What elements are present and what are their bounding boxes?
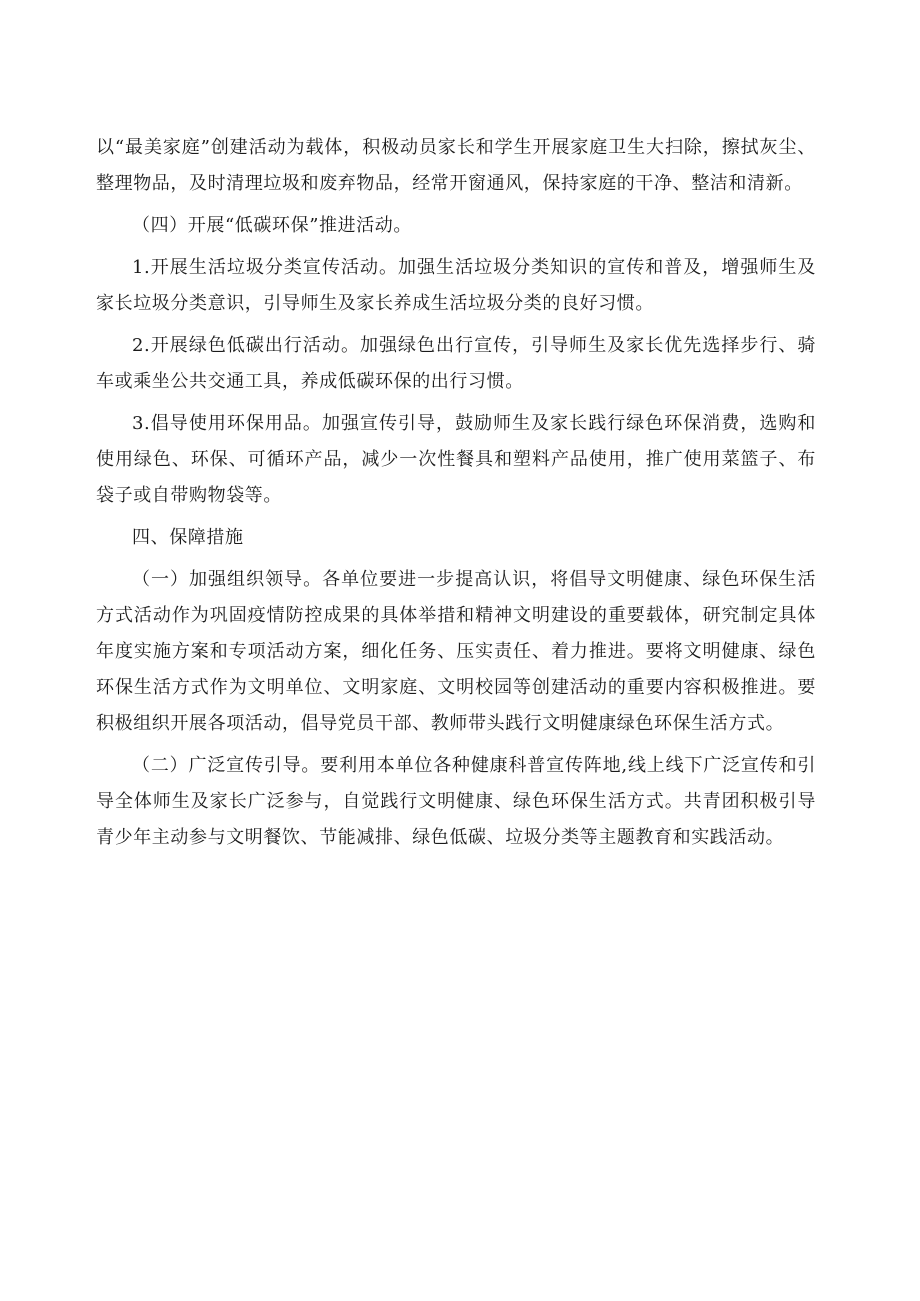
heading-safeguard-measures: 四、保障措施 — [132, 527, 244, 548]
paragraph-publicity-guidance: （二）广泛宣传引导。要利用本单位各种健康科普宣传阵地,线上线下广泛宣传和引导全体师生及家长广泛参与，自觉践行文明健康、绿色环保生活方式。共青团积极引导青少年主动参与文明餐饮、节能减排、绿色低碳、垃圾分类等主题教育和实践活动。 — [96, 755, 816, 848]
document-body — [96, 130, 816, 862]
paragraph-green-travel: 2.开展绿色低碳出行活动。加强绿色出行宣传，引导师生及家长优先选择步行、骑车或乘坐公共交通工具，养成低碳环保的出行习惯。 — [96, 335, 816, 392]
paragraph-garbage-sorting: 1.开展生活垃圾分类宣传活动。加强生活垃圾分类知识的宣传和普及，增强师生及家长垃圾分类意识，引导师生及家长养成生活垃圾分类的良好习惯。 — [96, 257, 816, 314]
paragraph-family-cleaning: 以“最美家庭”创建活动为载体，积极动员家长和学生开展家庭卫生大扫除，擦拭灰尘、整理物品，及时清理垃圾和废弃物品，经常开窗通风，保持家庭的干净、整洁和清新。 — [96, 137, 816, 194]
paragraph-eco-products: 3.倡导使用环保用品。加强宣传引导，鼓励师生及家长践行绿色环保消费，选购和使用绿色、环保、可循环产品，减少一次性餐具和塑料产品使用，推广使用菜篮子、布袋子或自带购物袋等。 — [96, 413, 816, 506]
paragraph-organizational-leadership: （一）加强组织领导。各单位要进一步提高认识，将倡导文明健康、绿色环保生活方式活动作为巩固疫情防控成果的具体举措和精神文明建设的重要载体，研究制定具体年度实施方案和专项活动方案，细化任务、压实责任、着力推进。要将文明健康、绿色环保生活方式作为文明单位、文明家庭、文明校园等创建活动的重要内容积极推进。要积极组织开展各项活动，倡导党员干部、教师带头践行文明健康绿色环保生活方式。 — [96, 569, 816, 734]
heading-low-carbon-activity: （四）开展“低碳环保”推进活动。 — [132, 215, 413, 236]
